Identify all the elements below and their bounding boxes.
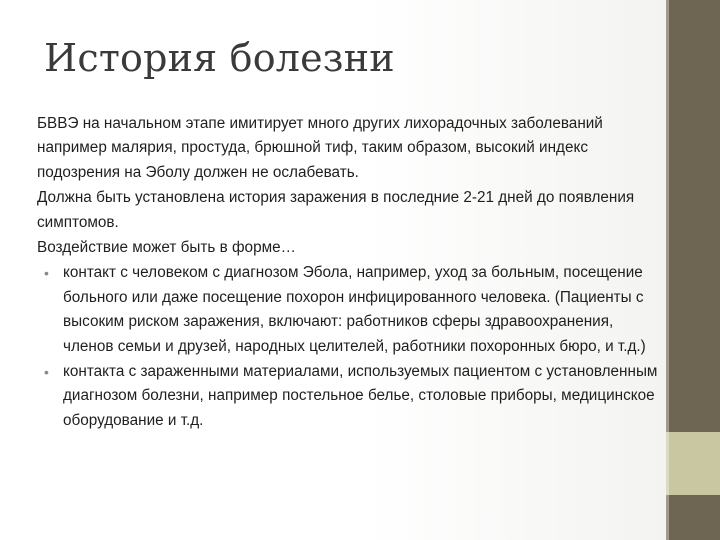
- decorative-sidebar: [666, 0, 720, 540]
- paragraph-differential: БВВЭ на начальном этапе имитирует много других лихорадочных заболеваний например малярия, простуда, брюшной тиф, таким образом, высокий индекс подозрения на Эболу должен не ослабевать.: [37, 115, 603, 181]
- exposure-list: [37, 261, 659, 433]
- slide-body: [37, 112, 659, 434]
- sidebar-band-top: [666, 0, 720, 432]
- list-item: [37, 261, 659, 359]
- list-item: [37, 360, 659, 433]
- slide-title: История болезни: [44, 36, 395, 80]
- list-item-text: контакт с человеком с диагнозом Эбола, например, уход за больным, посещение больного или даже посещение похорон инфицированного человека. (Пациенты с высоким риском заражения, включают: работников сферы здравоохранения, членов семьи и друзей, народных целителей, работники похоронных бюро, и т.д.): [63, 264, 646, 355]
- list-item-text: контакта с зараженными материалами, используемых пациентом с установленным диагнозом болезни, например постельное белье, столовые приборы, медицинское оборудование и т.д.: [63, 363, 658, 429]
- sidebar-band-bottom: [666, 495, 720, 540]
- bullet-icon: •: [44, 265, 49, 282]
- bullet-icon: •: [44, 364, 49, 381]
- sidebar-edge: [666, 0, 669, 540]
- paragraph-exposure-history: Должна быть установлена история заражения в последние 2-21 дней до появления симптомов.: [37, 189, 635, 231]
- paragraph-exposure-forms: Воздействие может быть в форме…: [37, 239, 296, 257]
- sidebar-band-accent: [666, 432, 720, 495]
